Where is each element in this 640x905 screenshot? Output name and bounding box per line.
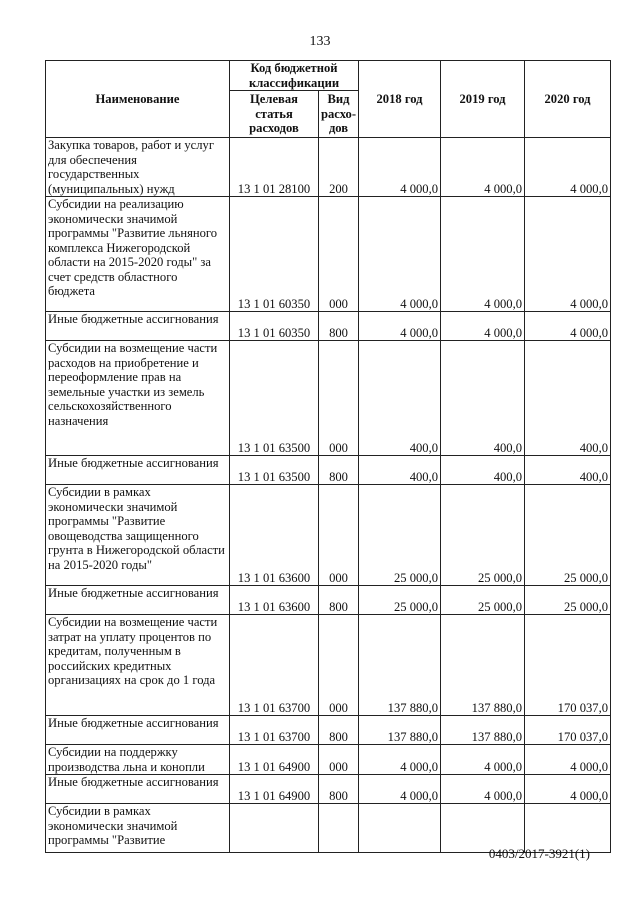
row-value-2020: 25 000,0 [525,485,611,586]
header-code-group: Код бюджетной классификации [230,61,359,91]
row-name: Иные бюджетные ассигнования [46,456,230,485]
table-row [46,456,611,485]
row-target-code: 13 1 01 63700 [230,716,319,745]
row-name: Субсидии на возмещение части расходов на приобретение и переоформление прав на земельные участки из земель сельскохозяйственного назначения [46,341,230,456]
table-row [46,138,611,197]
row-target-code: 13 1 01 60350 [230,312,319,341]
row-expense-type: 000 [319,615,359,716]
table-row [46,716,611,745]
row-value-2018: 400,0 [359,341,441,456]
row-value-2018: 4 000,0 [359,197,441,312]
row-value-2019: 4 000,0 [441,745,525,775]
row-name: Иные бюджетные ассигнования [46,775,230,804]
header-2019: 2019 год [441,61,525,138]
row-value-2018: 400,0 [359,456,441,485]
row-target-code: 13 1 01 64900 [230,775,319,804]
row-expense-type: 800 [319,775,359,804]
row-value-2019: 4 000,0 [441,138,525,197]
row-value-2018 [359,804,441,853]
row-expense-type: 200 [319,138,359,197]
row-expense-type: 800 [319,312,359,341]
header-name: Наименование [46,61,230,138]
row-value-2020: 25 000,0 [525,586,611,615]
row-target-code: 13 1 01 64900 [230,745,319,775]
row-name: Субсидии в рамках экономически значимой программы "Развитие овощеводства защищенного грунта в Нижегородской области на 2015-2020 годы" [46,485,230,586]
header-type: Вид расхо-дов [319,91,359,138]
table-row [46,586,611,615]
table-row [46,745,611,775]
row-value-2020: 400,0 [525,456,611,485]
row-value-2020: 4 000,0 [525,775,611,804]
row-target-code: 13 1 01 63600 [230,586,319,615]
row-expense-type: 000 [319,341,359,456]
header-2018: 2018 год [359,61,441,138]
row-value-2019: 400,0 [441,341,525,456]
row-expense-type [319,804,359,853]
table-row [46,775,611,804]
row-value-2020: 4 000,0 [525,312,611,341]
row-value-2018: 4 000,0 [359,745,441,775]
header-target: Целевая статья расходов [230,91,319,138]
row-value-2020: 400,0 [525,341,611,456]
table-row [46,615,611,716]
row-expense-type: 000 [319,197,359,312]
row-target-code: 13 1 01 60350 [230,197,319,312]
row-value-2020: 4 000,0 [525,745,611,775]
table-row [46,485,611,586]
row-value-2018: 25 000,0 [359,485,441,586]
row-value-2020: 170 037,0 [525,716,611,745]
row-value-2019: 4 000,0 [441,312,525,341]
header-2020: 2020 год [525,61,611,138]
row-value-2019: 25 000,0 [441,586,525,615]
row-expense-type: 800 [319,586,359,615]
row-value-2018: 4 000,0 [359,775,441,804]
row-value-2019: 4 000,0 [441,197,525,312]
row-value-2019: 25 000,0 [441,485,525,586]
row-target-code: 13 1 01 28100 [230,138,319,197]
row-target-code: 13 1 01 63600 [230,485,319,586]
row-target-code: 13 1 01 63500 [230,341,319,456]
document-code: 0403/2017-3921(1) [488,846,590,861]
row-expense-type: 000 [319,485,359,586]
table-row [46,197,611,312]
row-value-2019: 137 880,0 [441,716,525,745]
row-name: Закупка товаров, работ и услуг для обеспечения государственных (муниципальных) нужд [46,138,230,197]
row-expense-type: 000 [319,745,359,775]
table-row [46,312,611,341]
row-value-2018: 25 000,0 [359,586,441,615]
row-expense-type: 800 [319,716,359,745]
row-target-code: 13 1 01 63700 [230,615,319,716]
page-number: 133 [309,34,331,49]
row-value-2018: 4 000,0 [359,138,441,197]
table-row [46,341,611,456]
row-name: Иные бюджетные ассигнования [46,586,230,615]
row-value-2018: 137 880,0 [359,716,441,745]
row-value-2019: 400,0 [441,456,525,485]
row-name: Субсидии на поддержку производства льна и конопли [46,745,230,775]
row-value-2020: 4 000,0 [525,197,611,312]
row-name: Субсидии на возмещение части затрат на уплату процентов по кредитам, полученным в российских кредитных организациях на срок до 1 года [46,615,230,716]
row-value-2019: 4 000,0 [441,775,525,804]
row-target-code [230,804,319,853]
row-value-2020: 170 037,0 [525,615,611,716]
budget-table [45,60,611,853]
row-name: Субсидии на реализацию экономически значимой программы "Развитие льняного комплекса Нижегородской области на 2015-2020 годы" за счет средств областного бюджета [46,197,230,312]
row-name: Иные бюджетные ассигнования [46,312,230,341]
row-expense-type: 800 [319,456,359,485]
row-value-2020: 4 000,0 [525,138,611,197]
row-value-2018: 4 000,0 [359,312,441,341]
row-value-2019: 137 880,0 [441,615,525,716]
row-value-2018: 137 880,0 [359,615,441,716]
row-name: Субсидии в рамках экономически значимой программы "Развитие [46,804,230,853]
row-target-code: 13 1 01 63500 [230,456,319,485]
row-name: Иные бюджетные ассигнования [46,716,230,745]
